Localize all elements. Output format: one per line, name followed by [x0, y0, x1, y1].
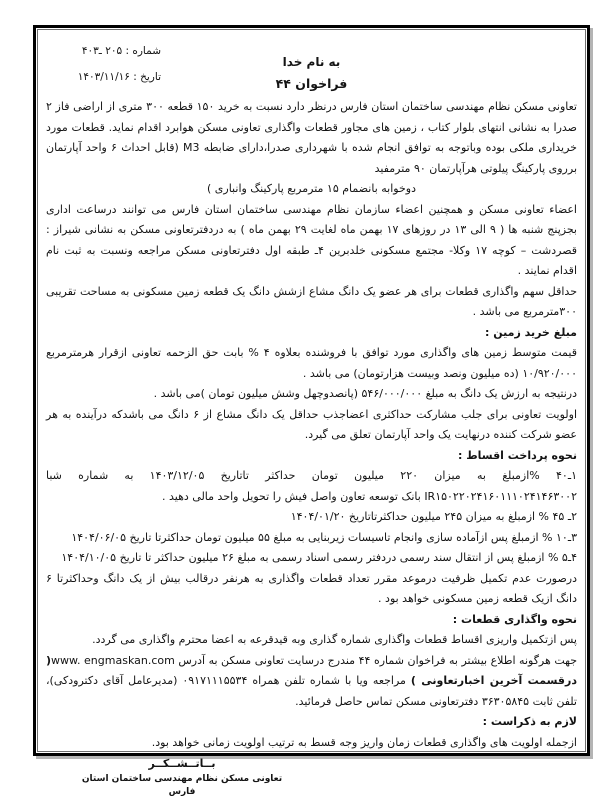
- section-heading-price: مبلغ خرید زمین :: [485, 325, 577, 339]
- min-share-paragraph: حداقل سهم واگذاری قطعات برای هر عضو یک دانگ مشاع ازشش دانگ یک قطعه زمین مسکونی به مساحت تقریبی ۳۰۰مترمربع می باشد .: [46, 284, 577, 318]
- letter-body: [46, 97, 577, 753]
- installment-item-1: ۱ـ۴۰ %ازمبلغ به میزان ۲۲۰ میلیون تومان حداکثر تاتاریخ ۱۴۰۳/۱۲/۰۵ به شماره شبا IR۱۵۰۲۲۰۲۴۱۶۰۱۱۱۰۲۴۱۴۶۳۰۰۲ بانک توسعه تعاون واصل فیش را تحویل واحد مالی دهید .: [46, 469, 577, 503]
- page-inner-border: [37, 29, 586, 797]
- installment-item-4: ۴ـ۵ % ازمبلغ پس از انتقال سند رسمی دردفتر رسمی اسناد رسمی به مبلغ ۲۶ میلیون حداکثر تا تاریخ ۱۴۰۴/۱۰/۰۵: [61, 551, 577, 564]
- registration-paragraph: اعضاء تعاونی مسکن و همچنین اعضاء سازمان نظام مهندسی ساختمان استان فارس می توانند درساعت اداری بجزپنج شنبه ها ( ۹ الی ۱۳ در روزهای ۱۷ بهمن ماه لغایت ۲۹ بهمن ماه ) به دردفترتعاونی مسکن به نشانی شیراز : قصردشت – کوچه ۱۷ وکلا- مجتمع مسکونی خلدبرین ۴ـ طبقه اول دفترتعاونی مسکن مراجعه ونسبت به ثبت نام اقدام نمایند .: [46, 202, 577, 277]
- installment-item-3: ۳ـ۱۰ % ازمبلغ پس ازآماده سازی وانجام تاسیسات زیربنایی به مبلغ ۵۵ میلیون تومان حداکثرتا تاریخ ۱۴۰۴/۰۶/۰۵: [71, 530, 577, 544]
- section-heading-note: لازم به ذکراست :: [482, 715, 577, 728]
- section-heading-allocation: نحوه واگذاری قطعات :: [452, 612, 577, 626]
- capacity-note-paragraph: درصورت عدم تکمیل ظرفیت درموعد مقرر تعداد قطعات واگذاری به هرنفر درقالب بیش از یک دانگ وحداکثرتا ۶ دانگ ازیک قطعه زمین مسکونی خواهد بود .: [46, 571, 577, 605]
- letter-number: شماره : ۲۰۵ ـ۴۰۳: [81, 45, 161, 57]
- contact-info-text-post: مراجعه ویا با شماره تلفن همراه ۰۹۱۷۱۱۱۵۵۳۴ (مدیرعامل آقای دکترودکی)، تلفن ثابت ۳۶۳۰۵۸۴۵ دفترتعاونی مسکن تماس حاصل فرمائید.: [46, 674, 577, 708]
- price-paragraph-1: قیمت متوسط زمین های واگذاری مورد توافق با فروشنده بعلاوه ۴ % بابت حق الزحمه تعاونی ازقرار هرمترمربع ۱۰/۹۲۰/۰۰۰ (ده میلیون ونصد وبیست هزارتومان) می باشد .: [46, 346, 577, 380]
- intro-paragraph: تعاونی مسکن نظام مهندسی ساختمان استان فارس درنظر دارد نسبت به خرید ۱۵۰ قطعه ۳۰۰ متری از اراضی فاز ۲ صدرا به نشانی انتهای بلوار کتاب ، زمین های مجاور قطعات واگذاری تعاونی مسکن هوابرد اقدام نماید. قطعات مورد خریداری ملکی بوده وباتوجه به توافق انجام شده با شهرداری صدرا،دارای ضابطه M3 (قابل احداث ۶ واحد آپارتمان برروی پارکینگ پیلوتی هرآپارتمان ۹۰ مترمفید: [46, 100, 577, 175]
- contact-info-text-pre: جهت هرگونه اطلاع بیشتر به فراخوان شماره ۴۴ مندرج درسایت تعاونی مسکن به آدرس www. engmaskan.com: [51, 653, 577, 667]
- priority-paragraph: اولویت تعاونی برای جلب مشارکت حداکثری اعضاجذب حداقل یک دانگ مشاع از ۶ دانگ می باشدکه درآینده به هر عضو شرکت کننده درنهایت یک واحد آپارتمان تعلق می گیرد.: [46, 407, 578, 441]
- signature-organization: تعاونی مسکن نظام مهندسی ساختمان استان فارس: [81, 774, 283, 797]
- document-title: فراخوان ۴۴: [275, 76, 348, 91]
- bismillah-heading: به نام خدا: [282, 55, 341, 69]
- contact-info-text-bold: ( درقسمت آخرین اخبارتعاونی ): [46, 653, 577, 687]
- signature-block: [72, 756, 292, 799]
- allocation-paragraph: پس ازتکمیل واریزی اقساط قطعات واگذاری شماره گذاری وبه قیدقرعه به اعضا محترم واگذاری می گردد.: [92, 633, 577, 646]
- note-paragraph: ازجمله اولویت های واگذاری قطعات زمان واریز وجه قسط به ترتیب اولویت زمانی خواهد بود.: [151, 735, 577, 749]
- price-paragraph-2: درنتیجه به ارزش یک دانگ به مبلغ ۵۴۶/۰۰۰/۰۰۰ (پانصدوچهل وشش میلیون تومان )می باشد .: [153, 387, 577, 400]
- page-border: [33, 25, 590, 797]
- installment-item-2: ۲ـ ۴۵ % ازمبلغ به میزان ۲۴۵ میلیون حداکثرتاتاریخ ۱۴۰۴/۰۱/۲۰: [290, 510, 577, 523]
- letter-date: تاریخ : ۱۴۰۳/۱۱/۱۶: [77, 71, 161, 83]
- contact-info-paragraph: [46, 651, 577, 713]
- letter-meta: [43, 38, 161, 90]
- section-heading-installments: نحوه پرداخت اقساط :: [457, 448, 577, 462]
- intro-tail-line: دوخوابه بانضمام ۱۵ مترمربع پارکینگ وانباری ): [207, 182, 416, 195]
- signature-thanks: بــاتــشــکــر: [148, 757, 216, 770]
